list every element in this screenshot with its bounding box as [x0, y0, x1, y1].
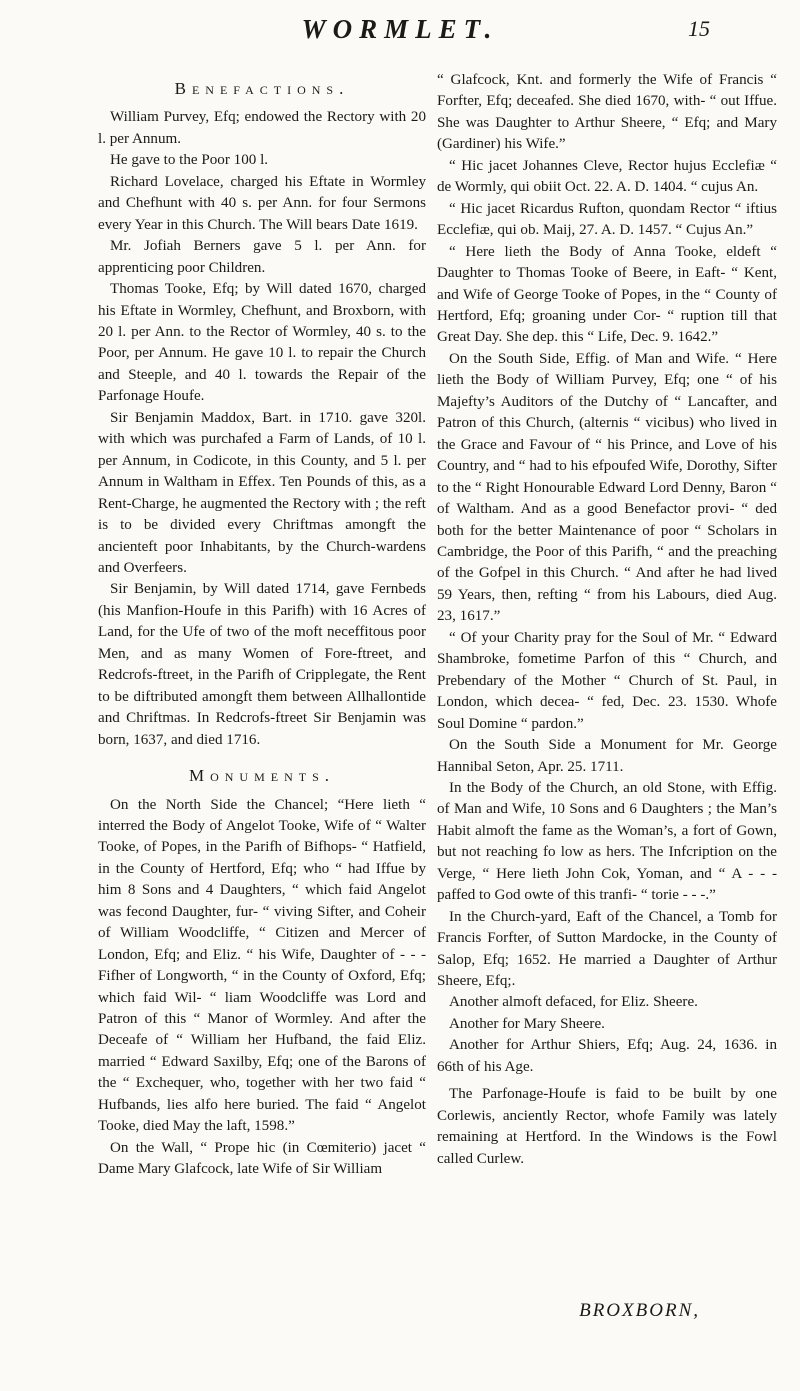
paragraph: On the North Side the Chancel; “Here lieth “ interred the Body of Angelot Tooke, Wife of “ Walter Tooke, of Popes, in the Parifh of Bifhops- “ Hatfield, in the County of Hertford, Efq; who “ had Iffue by him 8 Sons and 4 Daughters, “ which faid Angelot was fecond Daughter, fur- “ viving Sifter, and Coheir of William Woodcliffe, “ Citizen and Mercer of London, Efq; and Eliz. “ his Wife, Daughter of - - - Fifher of Longworth, “ in the County of Oxford, Efq; which faid Wil- “ liam Woodcliffe was Lord and Patron of this “ Manor of Wormley. And after the Deceafe of “ William her Hufband, the faid Eliz. married “ Edward Saxilby, Efq; one of the Barons of the “ Exchequer, who, together with her two faid “ Hufbands, lies alfo here buried. The faid “ Angelot Tooke, died May the laft, 1598.” — [98, 796, 426, 1135]
paragraph: On the South Side a Monument for Mr. George Hannibal Seton, Apr. 25. 1711. — [437, 737, 777, 775]
running-title: WORMLET. — [301, 14, 499, 44]
section-heading-monuments: Monuments. — [188, 766, 336, 786]
paragraph: “ Hic jacet Ricardus Rufton, quondam Rector “ iftius Ecclefiæ, qui ob. Maij, 27. A. D. 1457. “ Cujus An.” — [437, 200, 777, 239]
paragraph: Sir Benjamin Maddox, Bart. in 1710. gave 320l. with which was purchafed a Farm of Lands, of 10 l. per Annum, in Codicote, in this County, and 5 l. per Annum in Waltham in Effex. Ten Pounds of this, as a Rent-Charge, he augmented the Rectory with ; the reft is to be divided every Chriftmas amongft the ancienteft poor Inhabitants, by the Church-wardens and Overfeers. — [98, 409, 426, 576]
paragraph: William Purvey, Efq; endowed the Rectory with 20 l. per Annum. — [98, 109, 426, 147]
right-column — [437, 70, 777, 1170]
paragraph: “ Glafcock, Knt. and formerly the Wife of Francis “ Forfter, Efq; deceafed. She died 1670, with- “ out Iffue. She was Daughter to Arthur Sheere, “ Efq; and Mary (Gardiner) his Wife.” — [437, 72, 777, 153]
paragraph: On the Wall, “ Prope hic (in Cœmiterio) jacet “ Dame Mary Glafcock, late Wife of Sir William — [98, 1139, 426, 1178]
spacer — [98, 751, 426, 757]
paragraph: In the Church-yard, Eaft of the Chancel, a Tomb for Francis Forfter, of Sutton Mardocke, in the County of Salop, Efq; 1652. He married a Daughter of Arthur Sheere, Efq;. — [437, 908, 777, 990]
page-number: 15 — [688, 16, 710, 41]
paragraph: He gave to the Poor 100 l. — [110, 152, 269, 169]
paragraph: Mr. Jofiah Berners gave 5 l. per Ann. for apprenticing poor Children. — [98, 238, 426, 276]
paragraph: Another almoft defaced, for Eliz. Sheere. — [449, 994, 698, 1011]
paragraph: Richard Lovelace, charged his Eftate in Wormley and Chefhunt with 40 s. per Ann. for four Sermons every Year in this Church. The Will bears Date 1619. — [98, 173, 426, 233]
catchword: BROXBORN, — [579, 1300, 700, 1321]
paragraph: “ Hic jacet Johannes Cleve, Rector hujus Ecclefiæ “ de Wormly, qui obiit Oct. 22. A. D. 1404. “ cujus An. — [437, 157, 777, 196]
section-heading-benefactions: Benefactions. — [174, 79, 350, 98]
paragraph: Another for Mary Sheere. — [449, 1015, 605, 1032]
paragraph: On the South Side, Effig. of Man and Wife. “ Here lieth the Body of William Purvey, Efq; one “ of his Majefty’s Auditors of the Dutchy of “ Lancafter, and Patron of this Church, (alternis “ vicibus) who lived in the Grace and Favour of “ his Prince, and Love of his Country, and “ had to his efpoufed Wife, Dorothy, Sifter to the “ Right Honourable Edward Lord Denny, Baron “ of Waltham. And as a good Benefactor provi- “ ded both for the better Maintenance of poor “ Scholars in Cambridge, the Poor of this Parifh, “ and the preaching of the Gofpel in this Church. “ And after he had lived 59 Years, then, refting “ from his Labours, died Aug. 23, 1617.” — [437, 350, 777, 625]
paragraph: The Parfonage-Houfe is faid to be built by one Corlewis, anciently Rector, whofe Family was lately remaining at Hertford. In the Windows is the Fowl called Curlew. — [437, 1086, 777, 1167]
paragraph: In the Body of the Church, an old Stone, with Effig. of Man and Wife, 10 Sons and 6 Daughters ; the Man’s Habit almoft the fame as the Woman’s, a fort of Gown, but not reaching fo low as hers. The Infcription on the Verge, “ Here lieth John Cok, Yoman, and “ A - - - paffed to God owte of this tranfi- “ torie - - -.” — [437, 779, 777, 904]
left-column — [98, 70, 426, 1181]
paragraph: “ Of your Charity pray for the Soul of Mr. “ Edward Shambroke, fometime Parfon of this “ Church, and Prebendary of the Mother “ Church of St. Paul, in London, which decea- “ fed, Dec. 23. 1530. Whofe Soul Domine “ pardon.” — [437, 629, 777, 732]
paragraph: Another for Arthur Shiers, Efq; Aug. 24, 1636. in 66th of his Age. — [437, 1037, 777, 1075]
paragraph: Thomas Tooke, Efq; by Will dated 1670, charged his Eftate in Wormley, Chefhunt, and Broxborn, with 20 l. per Ann. to the Rector of Wormley, 40 s. to the Poor, per Annum. He gave 10 l. to repair the Church and Steeple, and 40 l. towards the Repair of the Parfonage Houfe. — [98, 281, 426, 405]
paragraph: “ Here lieth the Body of Anna Tooke, eldeft “ Daughter to Thomas Tooke of Beere, in Eaft- “ Kent, and Wife of George Tooke of Popes, in the “ County of Hertford, Efq; groaning under Cor- “ ruption till that Great Day. She dep. this “ Life, Dec. 9. 1642.” — [437, 243, 777, 346]
paragraph: Sir Benjamin, by Will dated 1714, gave Fernbeds (his Manfion-Houfe in this Parifh) with 16 Acres of Land, for the Ufe of two of the moft neceffitous poor Men, and as many Women of Fore-ftreet, and Redcrofs-ftreet, in the Parifh of Cripplegate, the Rent to be diftributed amongft them between Allhallontide and Chriftmas. In Redcrofs-ftreet Sir Benjamin was born, 1637, and died 1716. — [98, 581, 426, 748]
